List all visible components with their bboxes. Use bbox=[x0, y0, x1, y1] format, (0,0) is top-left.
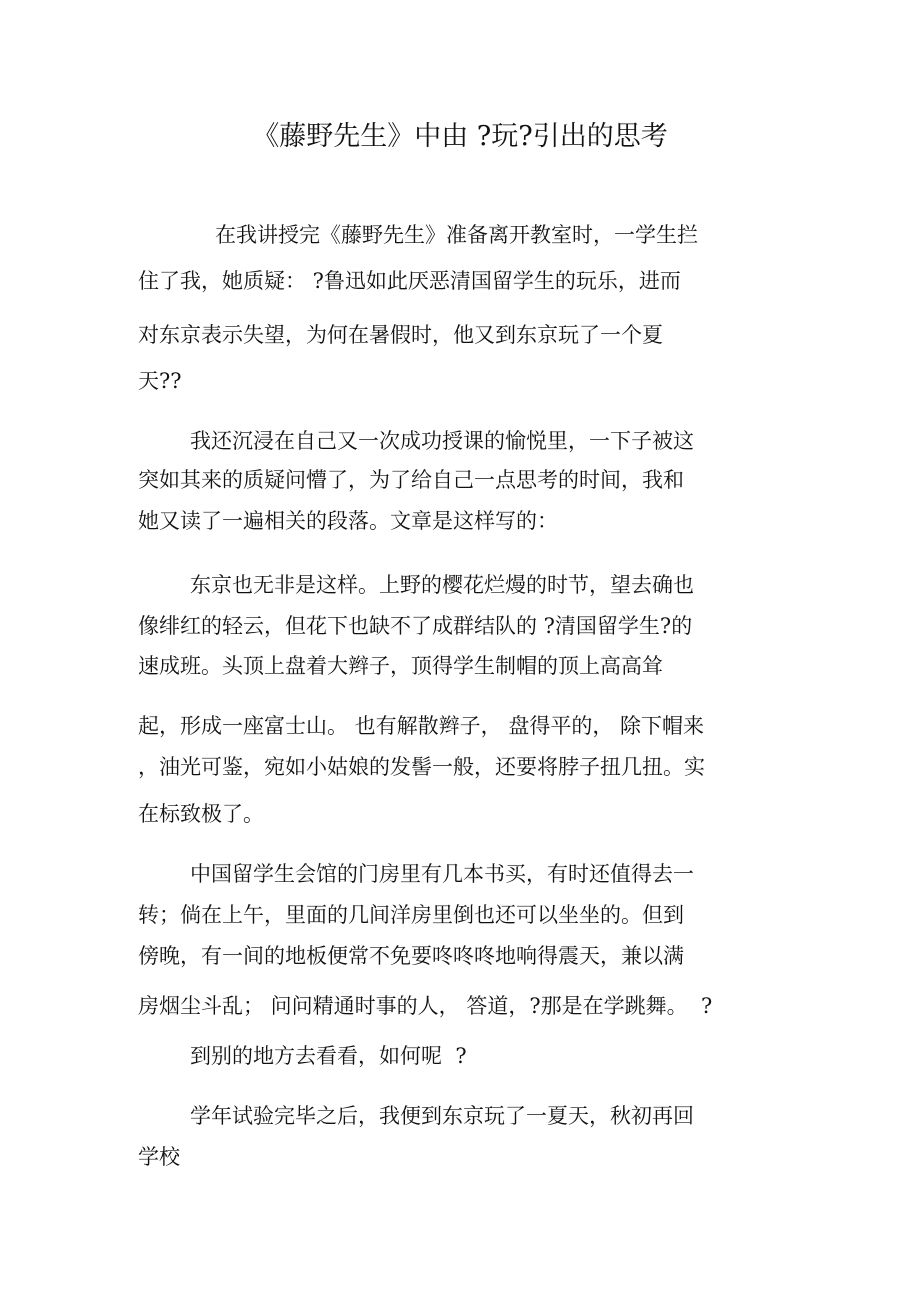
paragraph-line: ，油光可鉴，宛如小姑娘的发髻一般，还要将脖子扭几扭。实 bbox=[138, 755, 705, 779]
paragraph-line: 我还沉浸在自己又一次成功授课的愉悦里，一下子被这 bbox=[190, 429, 694, 453]
paragraph-line: 房烟尘斗乱； 问问精通时事的人， 答道，?那是在学跳舞。 ? bbox=[138, 994, 713, 1018]
paragraph-line: 对东京表示失望，为何在暑假时，他又到东京玩了一个夏 bbox=[138, 323, 663, 347]
paragraph-line: 傍晚，有一间的地板便常不免要咚咚咚地响得震天，兼以满 bbox=[138, 944, 684, 968]
paragraph-line: 中国留学生会馆的门房里有几本书买，有时还值得去一 bbox=[190, 862, 694, 886]
paragraph-line: 到别的地方去看看，如何呢 ? bbox=[190, 1044, 467, 1068]
paragraph-line: 转；倘在上午，里面的几间洋房里倒也还可以坐坐的。但到 bbox=[138, 903, 684, 927]
paragraph-line: 速成班。头顶上盘着大辫子，顶得学生制帽的顶上高高耸 bbox=[138, 654, 663, 678]
paragraph-line: 在我讲授完《藤野先生》准备离开教室时，一学生拦 bbox=[215, 223, 698, 247]
paragraph-line: 东京也无非是这样。上野的樱花烂熳的时节，望去确也 bbox=[190, 573, 694, 597]
paragraph-line: 她又读了一遍相关的段落。文章是这样写的： bbox=[138, 509, 558, 533]
paragraph-line: 学年试验完毕之后，我便到东京玩了一夏天，秋初再回 bbox=[190, 1104, 694, 1128]
paragraph-line: 突如其来的质疑问懵了，为了给自己一点思考的时间，我和 bbox=[138, 468, 684, 492]
paragraph-line: 起，形成一座富士山。 也有解散辫子， 盘得平的， 除下帽来 bbox=[138, 714, 705, 738]
paragraph-line: 在标致极了。 bbox=[138, 802, 264, 826]
document-title: 《藤野先生》中由 ?玩?引出的思考 bbox=[252, 121, 668, 152]
paragraph-line: 天?? bbox=[138, 369, 182, 393]
paragraph-line: 住了我，她质疑： ?鲁迅如此厌恶清国留学生的玩乐，进而 bbox=[138, 269, 681, 293]
paragraph-line: 像绯红的轻云，但花下也缺不了成群结队的 ?清国留学生?的 bbox=[138, 614, 693, 638]
paragraph-line: 学校 bbox=[138, 1145, 180, 1169]
